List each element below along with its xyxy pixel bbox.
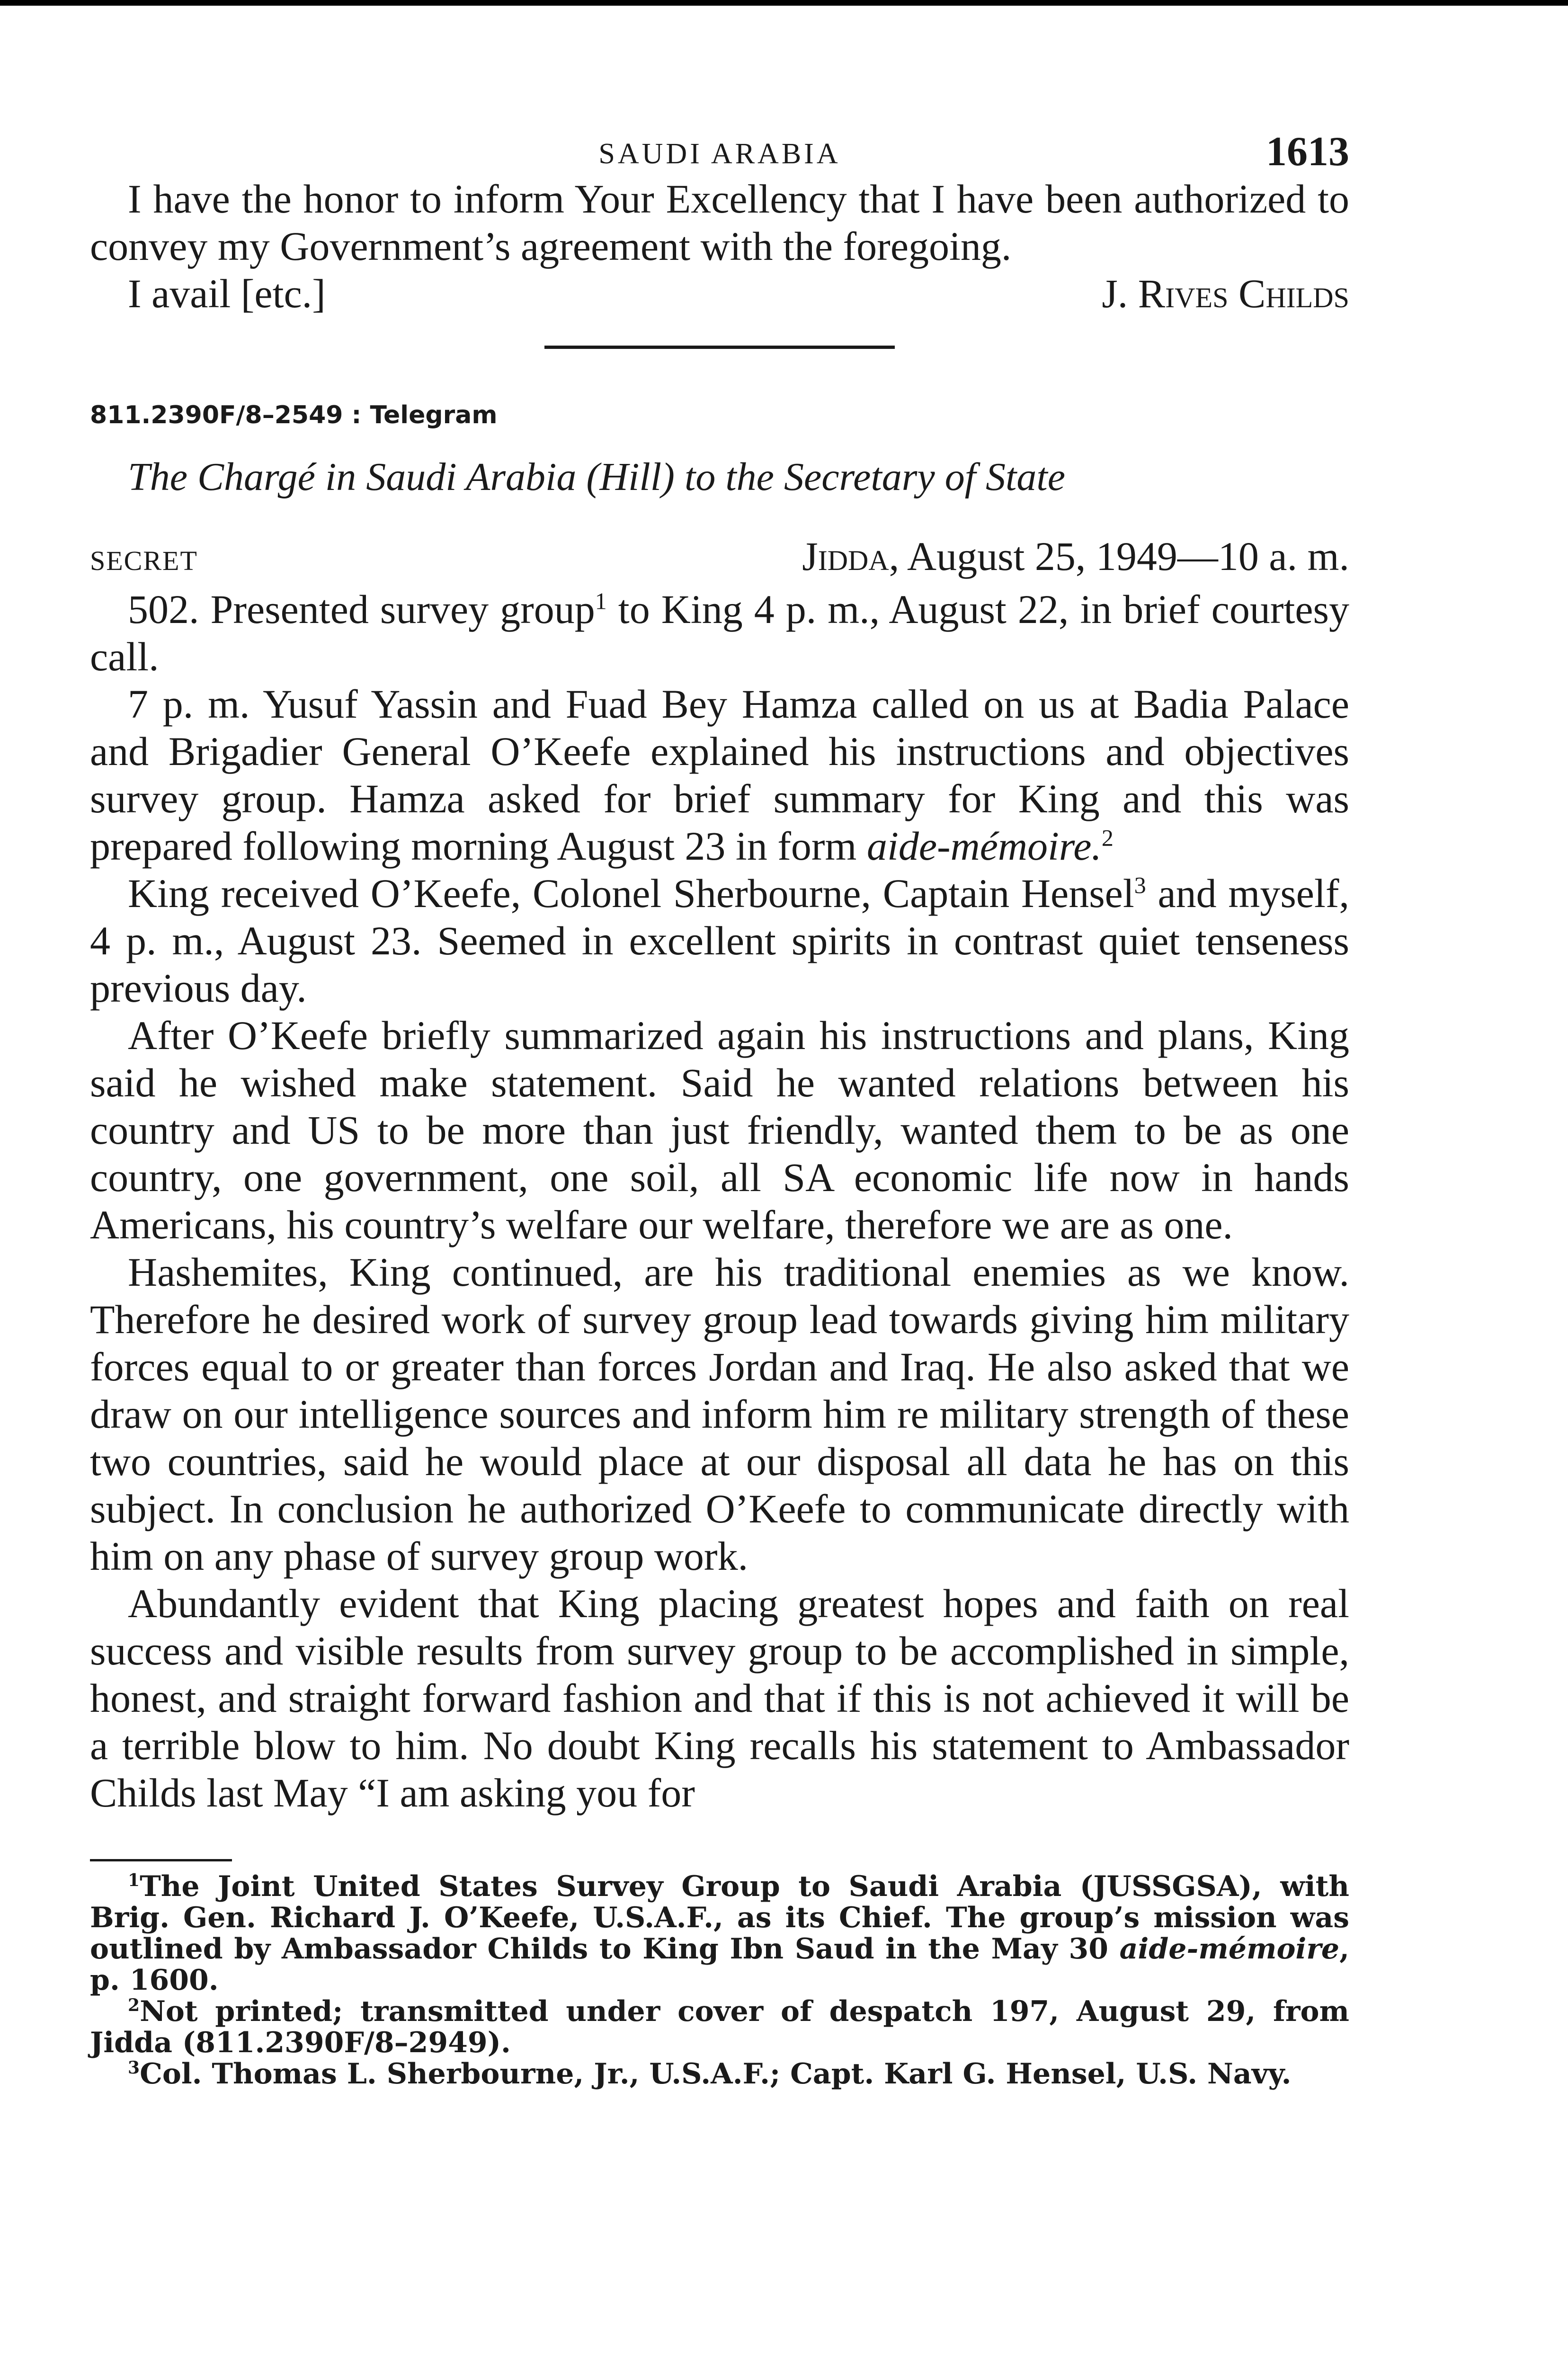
running-head xyxy=(90,109,1349,175)
footnotes xyxy=(90,1871,1349,2090)
footnote-ref-2: 2 xyxy=(1101,824,1114,851)
footnote-1 xyxy=(90,1871,1349,1996)
signature: J. Rives Childs xyxy=(1102,271,1349,316)
footnote-2-mark: 2 xyxy=(128,1995,140,2015)
paragraph-1 xyxy=(90,586,1349,680)
dateline xyxy=(90,532,1349,586)
footnote-3-mark: 3 xyxy=(128,2058,140,2078)
footnote-ref-1: 1 xyxy=(595,587,607,614)
document-reference: 811.2390F/8–2549 : Telegram xyxy=(90,401,498,429)
section-title: SAUDI ARABIA xyxy=(598,138,841,170)
date: , August 25, 1949—10 a. m. xyxy=(889,534,1349,579)
paragraph-5: Hashemites, King continued, are his traditional enemies as we know. Therefore he desired work of survey group lead towards giving him military forces equal to or greater than forces Jordan and Iraq. He also asked that we draw on our intelligence sources and inform him re military strength of these two countries, said he would place at our disposal all data he has on this subject. In conclusion he authorized O’Keefe to communicate directly with him on any phase of survey group work. xyxy=(90,1249,1349,1579)
closing-avail: I avail [etc.] xyxy=(128,271,326,316)
paragraph-1-text: 502. Presented survey group xyxy=(128,587,595,632)
page-number: 1613 xyxy=(1266,129,1349,175)
top-border xyxy=(0,0,1568,6)
paragraph-4: After O’Keefe briefly summarized again his instructions and plans, King said he wished make statement. Said he wanted relations between his country and US to be more than just friendly, wanted them to be as one country, one government, one soil, all SA economic life now in hands Americans, his country’s welfare our welfare, therefore we are as one. xyxy=(90,1013,1349,1247)
place: Jidda xyxy=(802,534,889,579)
footnote-3 xyxy=(90,2058,1349,2090)
footnote-1-mark: 1 xyxy=(128,1870,140,1890)
footnote-3-text: Col. Thomas L. Sherbourne, Jr., U.S.A.F.; Capt. Karl G. Hensel, U.S. Navy. xyxy=(140,2057,1292,2091)
paragraph-2 xyxy=(90,680,1349,870)
paragraph-1-text-cont: to King 4 p. m., August 22, in brief courtesy call. xyxy=(90,587,1349,679)
paragraph-6: Abundantly evident that King placing greatest hopes and faith on real success and visible results from survey group to be accomplished in simple, honest, and straight forward fashion and that if this is not achieved it will be a terrible blow to him. No doubt King recalls his statement to Ambassador Childs last May “I am asking you for xyxy=(90,1581,1349,1815)
paragraph-3-text-cont: and myself, 4 p. m., August 23. Seemed in excellent spirits in contrast quiet tenseness previous day. xyxy=(90,871,1349,1011)
section-divider xyxy=(544,346,895,349)
document-heading: The Chargé in Saudi Arabia (Hill) to the Secretary of State xyxy=(128,455,1065,499)
paragraph-3 xyxy=(90,870,1349,1012)
footnote-ref-3: 3 xyxy=(1134,872,1146,899)
footnote-2 xyxy=(90,1996,1349,2058)
footnote-1-term: aide-mémoire xyxy=(1119,1932,1340,1966)
aide-memoire-term: aide-mémoire. xyxy=(866,823,1102,869)
paragraph-2-text: 7 p. m. Yusuf Yassin and Fuad Bey Hamza called on us at Badia Palace and Brigadier General O’Keefe explained his instructions and objectives survey group. Hamza asked for brief summary for King and this was prepared following morning August 23 in form xyxy=(90,681,1349,869)
footnote-2-text: Not printed; transmitted under cover of despatch 197, August 29, from Jidda (811.2390F/8–2949). xyxy=(90,1995,1349,2059)
paragraph-3-text: King received O’Keefe, Colonel Sherbourne, Captain Hensel xyxy=(128,871,1134,916)
place-date xyxy=(802,532,1349,581)
closing-paragraph: I have the honor to inform Your Excellency that I have been authorized to convey my Government’s agreement with the foregoing. xyxy=(90,176,1349,269)
footnote-1-text-cont: , p. 1600. xyxy=(90,1932,1349,1997)
footnote-divider xyxy=(90,1859,232,1861)
closing-signature-line xyxy=(90,270,1349,317)
classification-label: SECRET xyxy=(90,545,198,576)
document-page xyxy=(90,109,1349,2090)
footnote-1-text: The Joint United States Survey Group to Saudi Arabia (JUSSGSA), with Brig. Gen. Richard J. O’Keefe, U.S.A.F., as its Chief. The group’s mission was outlined by Ambassador Childs to King Ibn Saud in the May 30 xyxy=(90,1870,1349,1966)
